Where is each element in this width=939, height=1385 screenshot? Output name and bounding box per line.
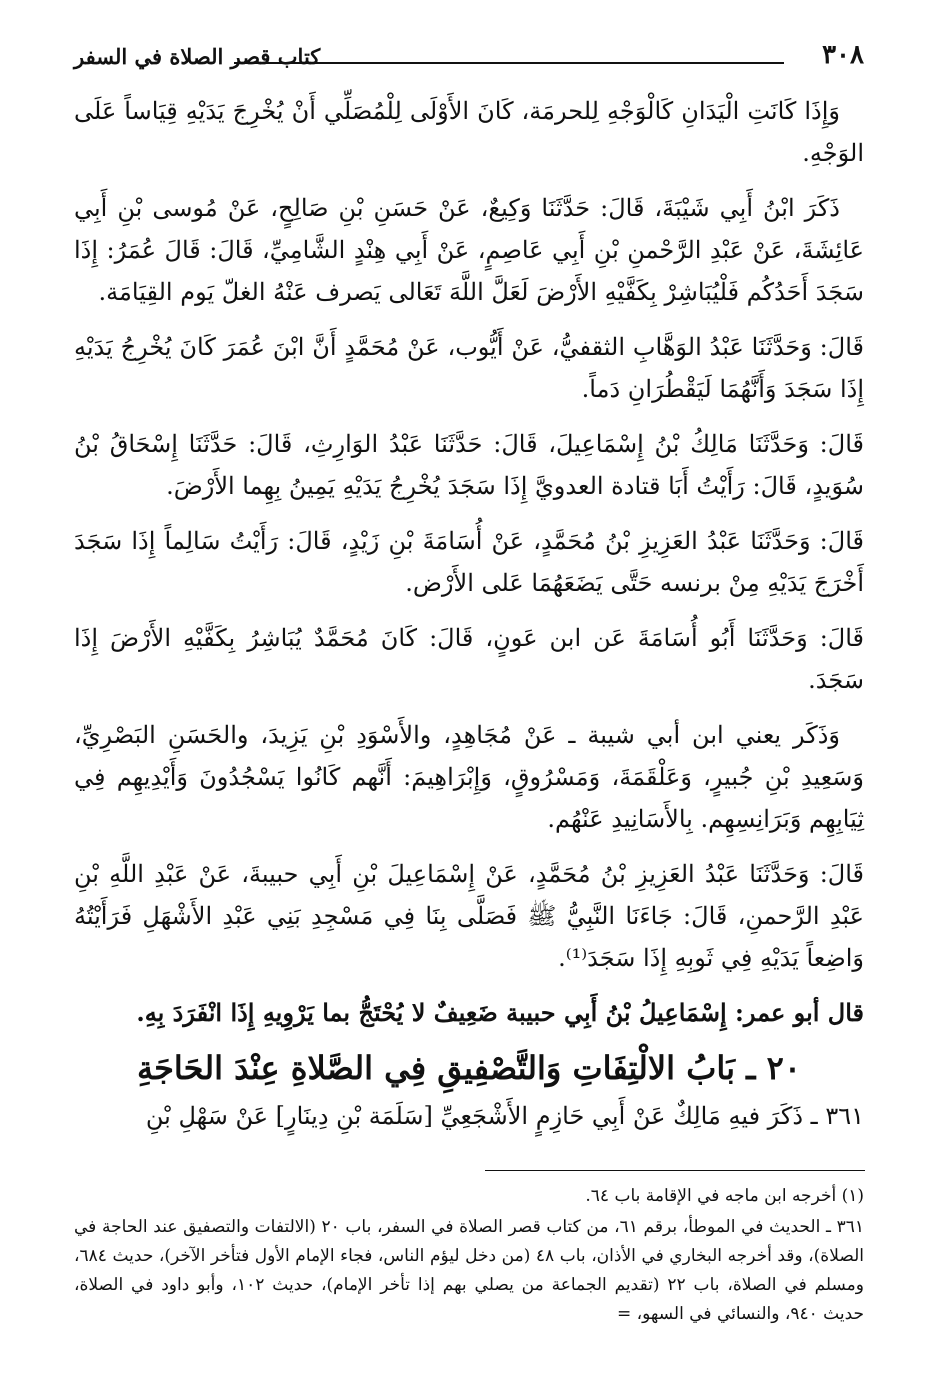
footnote: ٣٦١ ـ الحديث في الموطأ، برقم ٦١، من كتاب قصر الصلاة في السفر، باب ٢٠ (الالتفات والتصفيق عند الحاجة في الصلاة)، وقد أخرجه البخاري في الأذان، باب ٤٨ (من دخل ليؤم الناس، فجاء الإمام الأول فتأخر الآخر)، حديث ٦٨٤، ومسلم في الصلاة، باب ٢٢ (تقديم الجماعة من يصلي بهم إذا تأخر الإمام)، حديث ١٠٢، وأبو داود في الصلاة، حديث ٩٤٠، والنسائي في السهو، = bbox=[74, 1217, 864, 1324]
paragraph: قَالَ: وَحَدَّثَنَا عَبْدُ الوَهَّابِ الثقفيُّ، عَنْ أَيُّوب، عَنْ مُحَمَّدٍ أَنَّ ابْنَ عُمَرَ كَانَ يُخْرِجُ يَدَيْهِ إِذَا سَجَدَ وَأَنَّهُمَا لَيَقْطُرَانِ دَماً. bbox=[74, 333, 864, 403]
paragraph: ٣٦١ ـ ذَكَرَ فيهِ مَالِكٌ عَنْ أَبِي حَازِمٍ الأَشْجَعِيِّ [سَلَمَة بْنِ دِينَارٍ] عَنْ سَهْلِ بْنِ bbox=[145, 1102, 864, 1130]
footnote: (١) أخرجه ابن ماجه في الإقامة باب ٦٤. bbox=[585, 1186, 864, 1206]
paragraph: قَالَ: وَحَدَّثَنَا عَبْدُ العَزِيزِ بْنُ مُحَمَّدٍ، عَنْ أُسَامَةَ بْنِ زَيْدٍ، قَالَ: رَأَيْتُ سَالِماً إِذَا سَجَدَ أَخْرَجَ يَدَيْهِ مِنْ برنسه حَتَّى يَضَعَهُمَا عَلى الأَرْض. bbox=[74, 527, 864, 597]
footnote-rule bbox=[485, 1170, 865, 1171]
paragraph: قَالَ: وَحَدَّثَنَا مَالِكُ بْنُ إِسْمَاعِيلَ، قَالَ: حَدَّثَنَا عَبْدُ الوَارِثِ، قَالَ: حَدَّثَنَا إِسْحَاقُ بْنُ سُوَيدٍ، قَالَ: رَأَيْتُ أَبَا قتادة العدويَّ إِذَا سَجَدَ يُخْرِجُ يَدَيْهِ يَمِينُ بِهِما الأَرْضَ. bbox=[74, 430, 864, 500]
paragraph: قَالَ: وَحَدَّثَنَا عَبْدُ العَزِيزِ بْنُ مُحَمَّدٍ، عَنْ إِسْمَاعِيلَ بْنِ أَبِي حبيبةَ، عَنْ عَبْدِ اللَّهِ بْنِ عَبْدِ الرَّحمنِ، قَالَ: جَاءَنَا النَّبِيُّ ﷺ فَصَلَّى بِنَا فِي مَسْجِدِ بَنِي عَبْدِ الأَشْهَلِ فَرَأَيْتُهُ وَاضِعاً يَدَيْهِ فِي ثَوبِهِ إِذَا سَجَدَ⁽¹⁾. bbox=[74, 860, 865, 972]
paragraph: ذَكَرَ ابْنُ أَبِي شَيْبَةَ، قَالَ: حَدَّثَنَا وَكِيعٌ، عَنْ حَسَنِ بْنِ صَالِحٍ، عَنْ مُوسى بْنِ أَبِي عَائِشَةَ، عَنْ عَبْدِ الرَّحْمنِ بْنِ أَبِي عَاصِمٍ، عَنْ أَبِي هِنْدٍ الشَّامِيِّ، قَالَ: قَالَ عُمَرُ: إِذَا سَجَدَ أَحَدُكُم فَلْيُبَاشِرْ بِكَفَّيْهِ الأَرْضَ لَعَلَّ اللَّهَ تَعَالى يَصرف عَنْهُ الغلّ يَوم القِيَامَة. bbox=[74, 194, 864, 306]
paragraph: وَذَكَر يعني ابن أبي شيبة ـ عَنْ مُجَاهِدٍ، والأَسْوَدِ بْنِ يَزِيدَ، والحَسَنِ البَصْرِيِّ، وَسَعِيدِ بْنِ جُبيرٍ، وَعَلْقَمَةَ، وَمَسْرُوقٍ، وَإِبْرَاهِيمَ: أَنَّهم كَانُوا يَسْجُدُونَ وَأَيْدِيهِم فِي ثِيَابِهِم وَبَرَانِسِهِم. بِالأَسَانِيدِ عَنْهُم. bbox=[74, 721, 864, 833]
paragraph: قال أبو عمر: إِسْمَاعِيلُ بْنُ أَبِي حبيبة ضَعِيفٌ لا يُحْتَجُّ بما يَرْوِيهِ إِذَا انْفَرَدَ بِهِ. bbox=[136, 998, 864, 1027]
chapter-title: ٢٠ ـ بَابُ الالْتِفَاتِ وَالتَّصْفِيقِ فِي الصَّلاةِ عِنْدَ الحَاجَةِ bbox=[136, 1049, 802, 1087]
running-title: كتاب قصر الصلاة في السفر bbox=[74, 44, 321, 69]
main-text bbox=[74, 90, 864, 1155]
page-number: ٣٠٨ bbox=[822, 40, 864, 70]
paragraph: قَالَ: وَحَدَّثَنَا أَبُو أُسَامَةَ عَن ابن عَونٍ، قَالَ: كَانَ مُحَمَّدٌ يُبَاشِرُ بِكَفَّيْهِ الأَرْضَ إِذَا سَجَدَ. bbox=[74, 624, 864, 694]
page-header bbox=[74, 38, 864, 78]
paragraph: وَإِذَا كَانَتِ الْيَدَانِ كَالْوَجْهِ لِلحرمَة، كَانَ الأَوْلَى لِلْمُصَلِّي أَنْ يُخْرِجَ يَدَيْهِ قِيَاساً عَلَى الوَجْهِ. bbox=[74, 97, 864, 167]
footnotes bbox=[74, 1182, 864, 1331]
